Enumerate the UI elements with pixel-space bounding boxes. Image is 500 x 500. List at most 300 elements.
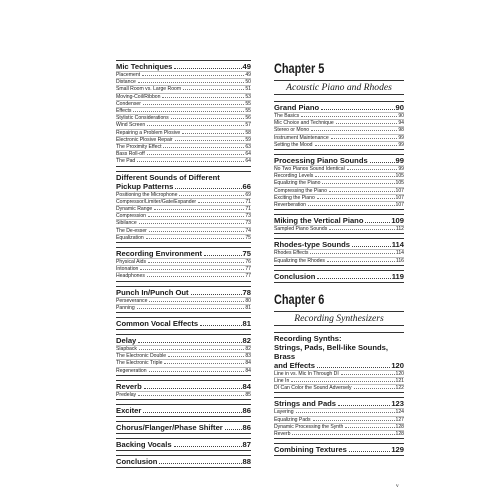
toc-entry-page: 99 (398, 141, 404, 148)
toc-entry[interactable] (116, 129, 251, 136)
toc-heading-page: 75 (242, 249, 251, 259)
chapter-6-title: Recording Synthesizers (274, 311, 404, 326)
toc-section-heading[interactable] (116, 423, 251, 432)
toc-section (116, 421, 251, 434)
toc-entry-page: 73 (245, 213, 251, 220)
toc-entry-title: Reverberation (274, 202, 306, 209)
toc-entry[interactable] (116, 219, 251, 226)
toc-entry-title: Compressor/Limiter/Gate/Expander (116, 198, 197, 205)
dot-leader (147, 154, 245, 155)
toc-entry-page: 107 (395, 194, 404, 201)
toc-section (274, 214, 404, 234)
toc-section (274, 270, 404, 283)
dot-leader (179, 195, 244, 196)
toc-entry-title: Rhodes Effects (274, 250, 309, 257)
dot-leader (313, 420, 395, 421)
dot-leader (154, 209, 244, 210)
toc-entry-page: 55 (245, 100, 251, 107)
toc-entry-title: Line in vs. Mic In Through DI (274, 370, 339, 377)
toc-entry[interactable] (274, 201, 404, 208)
toc-entry-page: 84 (245, 360, 251, 367)
toc-section (116, 438, 251, 451)
toc-heading-title: Combining Textures (274, 445, 347, 455)
toc-entry-title: Slapback (116, 346, 137, 353)
toc-section (116, 334, 251, 376)
dot-leader (349, 451, 390, 452)
toc-entry-page: 58 (245, 129, 251, 136)
toc-entry-page: 90 (398, 113, 404, 119)
toc-heading-title: Conclusion (274, 271, 316, 281)
toc-heading-title: Conclusion (116, 457, 158, 467)
toc-entry-page: 116 (395, 257, 404, 264)
toc-heading-page: 87 (242, 440, 251, 450)
dot-leader (317, 367, 390, 368)
toc-entry-title: Moving-Coil/Ribbon (116, 93, 161, 100)
toc-entry[interactable] (116, 359, 251, 366)
toc-entry-title: Electronic Plosive Repair (116, 136, 173, 143)
toc-entry-title: Wind Screen (116, 122, 146, 129)
dot-leader (341, 374, 395, 375)
toc-entry[interactable] (274, 423, 404, 430)
toc-entry-title: Headphones (116, 273, 145, 280)
toc-entry-title: Recording Levels (274, 173, 314, 180)
toc-entry-page: 51 (245, 86, 251, 93)
dot-leader (345, 427, 394, 428)
toc-entry-title: Repairing a Problem Plosive (116, 129, 181, 136)
toc-entry[interactable] (116, 258, 251, 265)
toc-entry[interactable] (116, 143, 251, 150)
dot-leader (133, 111, 244, 112)
toc-entry-title: The De-esser (116, 227, 147, 234)
toc-entry-page: 128 (395, 431, 404, 438)
toc-section-heading[interactable] (274, 156, 404, 165)
toc-entry[interactable] (116, 234, 251, 241)
toc-entry-title: Dynamic Range (116, 206, 153, 213)
toc-heading-page: 84 (242, 381, 251, 391)
toc-entry[interactable] (116, 272, 251, 279)
dot-leader (143, 104, 244, 105)
toc-entry-page: 50 (245, 79, 251, 86)
toc-column-right (274, 60, 404, 460)
toc-entry-page: 71 (245, 206, 251, 213)
toc-section-heading[interactable] (116, 382, 251, 391)
dot-leader (182, 133, 244, 134)
toc-entry-title: Positioning the Microphone (116, 191, 178, 198)
toc-entry[interactable] (274, 172, 404, 179)
toc-heading-page: 78 (242, 287, 251, 297)
toc-entry[interactable] (116, 205, 251, 212)
toc-heading-title: Strings and Pads (274, 399, 337, 409)
toc-section (274, 238, 404, 265)
toc-entry-title: The Proximity Effect (116, 144, 162, 151)
toc-entry[interactable] (274, 141, 404, 148)
toc-entry[interactable] (116, 71, 251, 78)
toc-entry-page: 114 (395, 250, 404, 257)
toc-section-heading[interactable] (116, 336, 251, 345)
toc-section-heading[interactable] (116, 288, 251, 297)
toc-entry[interactable] (116, 198, 251, 205)
toc-entry-page: 83 (245, 353, 251, 360)
toc-entry-page: 53 (245, 93, 251, 100)
toc-entry-title: Distance (116, 79, 136, 86)
dot-leader (191, 294, 242, 295)
toc-heading-line: Recording Synths: (274, 333, 342, 343)
toc-entry-title: Intonation (116, 266, 139, 273)
toc-column-left (116, 60, 251, 472)
toc-entry[interactable] (116, 114, 251, 121)
toc-entry[interactable] (274, 257, 404, 264)
dot-leader (311, 130, 397, 131)
dot-leader (137, 161, 244, 162)
dot-leader (354, 388, 395, 389)
toc-section (274, 332, 404, 394)
toc-entry-page: 77 (245, 273, 251, 280)
toc-entry-title: Physical Aids (116, 259, 147, 266)
toc-entry-page: 56 (245, 115, 251, 122)
dot-leader (148, 216, 244, 217)
toc-section-heading[interactable] (116, 457, 251, 466)
toc-heading-title: Chorus/Flanger/Phase Shifter (116, 423, 223, 433)
dot-leader (138, 395, 244, 396)
toc-entry-title: Compression (116, 213, 147, 220)
chapter-5-label: Chapter 5 (274, 60, 325, 76)
toc-entry-title: Equalization (116, 234, 144, 241)
toc-entry[interactable] (274, 165, 404, 172)
toc-heading-line: Different Sounds of Different (116, 172, 220, 182)
toc-entry[interactable] (274, 194, 404, 201)
dot-leader (138, 342, 241, 343)
dot-leader (336, 123, 398, 124)
toc-heading-page: 86 (242, 406, 251, 416)
toc-entry-title: Bass Roll-off (116, 151, 145, 158)
toc-entry[interactable] (274, 377, 404, 384)
dot-leader (140, 269, 244, 270)
toc-entry-page: 105 (395, 180, 404, 187)
toc-entry-page: 77 (245, 266, 251, 273)
toc-entry-page: 76 (245, 259, 251, 266)
dot-leader (147, 276, 244, 277)
toc-heading-page: 123 (391, 399, 404, 409)
dot-leader (183, 89, 244, 90)
toc-section (116, 286, 251, 313)
toc-entry-page: 99 (398, 134, 404, 141)
dot-leader (204, 255, 241, 256)
toc-entry-page: 94 (398, 120, 404, 127)
toc-section (274, 397, 404, 439)
toc-entry-page: 74 (245, 227, 251, 234)
toc-entry[interactable] (274, 384, 404, 391)
toc-entry-title: Compressing the Piano (274, 187, 327, 194)
dot-leader (139, 223, 245, 224)
dot-leader (163, 147, 244, 148)
dot-leader (315, 145, 398, 146)
toc-entry-title: Equalizing Pads (274, 416, 311, 423)
toc-section (116, 317, 251, 330)
toc-entry-page: 63 (245, 144, 251, 151)
toc-entry-title: Stylistic Considerations (116, 115, 169, 122)
toc-section (116, 60, 251, 167)
toc-heading-page: 82 (242, 336, 251, 346)
toc-entry[interactable] (274, 408, 404, 415)
toc-entry-title: Exciting the Piano (274, 194, 315, 201)
toc-section-heading[interactable] (274, 103, 404, 112)
toc-entry[interactable] (274, 416, 404, 423)
toc-heading-title: Miking the Vertical Piano (274, 216, 364, 226)
toc-entry[interactable] (274, 134, 404, 141)
toc-entry[interactable] (116, 304, 251, 311)
toc-entry-title: The Pad (116, 158, 136, 165)
toc-entry-title: Effects (116, 108, 132, 115)
dot-leader (149, 371, 245, 372)
toc-entry-page: 75 (245, 234, 251, 241)
toc-entry[interactable] (116, 85, 251, 92)
toc-entry-page: 57 (245, 122, 251, 129)
toc-entry-page: 69 (245, 191, 251, 198)
toc-section (274, 101, 404, 150)
dot-leader (365, 222, 390, 223)
toc-entry[interactable] (116, 121, 251, 128)
toc-entry-title: Setting the Mood (274, 141, 313, 148)
dot-leader (291, 381, 394, 382)
dot-leader (301, 116, 397, 117)
toc-entry-page: 49 (245, 72, 251, 78)
dot-leader (296, 412, 395, 413)
toc-heading-page: 81 (242, 319, 251, 329)
dot-leader (144, 388, 242, 389)
toc-heading-page: 88 (242, 457, 251, 467)
toc-entry[interactable] (274, 179, 404, 186)
toc-entry-page: 128 (395, 423, 404, 430)
dot-leader (146, 238, 245, 239)
toc-heading-title: Delay (116, 336, 137, 346)
toc-section-heading[interactable] (116, 249, 251, 258)
toc-entry[interactable] (274, 249, 404, 256)
toc-section-heading[interactable] (274, 272, 404, 281)
dot-leader (147, 125, 244, 126)
toc-heading-title: Processing Piano Sounds (274, 156, 368, 166)
toc-entry[interactable] (116, 191, 251, 198)
dot-leader (149, 301, 244, 302)
toc-entry[interactable] (116, 367, 251, 374)
dot-leader (138, 82, 245, 83)
toc-section (116, 455, 251, 468)
toc-entry-title: Reverb (274, 431, 291, 438)
toc-entry-page: 84 (245, 367, 251, 374)
toc-entry[interactable] (116, 150, 251, 157)
chapter-5-title: Acoustic Piano and Rhodes (274, 80, 404, 95)
toc-heading-title: Backing Vocals (116, 440, 172, 450)
dot-leader (329, 191, 395, 192)
toc-entry[interactable] (116, 212, 251, 219)
toc-section-heading[interactable] (116, 319, 251, 328)
toc-entry-page: 105 (395, 173, 404, 180)
dot-leader (308, 205, 395, 206)
toc-entry-title: Mic Choice and Technique (274, 120, 334, 127)
toc-section (116, 380, 251, 400)
toc-entry-title: Sibilance (116, 220, 137, 227)
toc-entry-page: 98 (398, 127, 404, 134)
toc-entry[interactable] (116, 297, 251, 304)
toc-entry[interactable] (116, 100, 251, 107)
toc-entry-page: 71 (245, 198, 251, 205)
toc-heading-page: 86 (242, 423, 251, 433)
toc-section-heading[interactable] (116, 406, 251, 415)
toc-entry-page: 120 (395, 370, 404, 377)
toc-heading-page: 109 (391, 216, 404, 226)
dot-leader (171, 118, 245, 119)
toc-entry-title: Equalizing the Piano (274, 180, 321, 187)
toc-section (274, 154, 404, 210)
toc-entry[interactable] (116, 107, 251, 114)
toc-section (116, 404, 251, 417)
dot-leader (137, 308, 245, 309)
toc-entry-page: 59 (245, 136, 251, 143)
toc-entry-page: 64 (245, 151, 251, 158)
chapter-6-sections (274, 332, 404, 456)
toc-entry-title: Dynamic Processing the Synth (274, 423, 344, 430)
toc-entry-page: 99 (398, 166, 404, 173)
toc-entry[interactable] (116, 352, 251, 359)
toc-entry-page: 85 (245, 391, 251, 398)
toc-section-heading[interactable] (274, 445, 404, 454)
toc-entry-title: Placement (116, 72, 141, 78)
toc-section-heading[interactable] (274, 399, 404, 408)
dot-leader (162, 97, 244, 98)
toc-section (274, 443, 404, 456)
toc-entry[interactable] (274, 119, 404, 126)
toc-entry[interactable] (116, 78, 251, 85)
toc-entry-page: 82 (245, 346, 251, 353)
chapter-5-sections (274, 101, 404, 283)
toc-entry-page: 55 (245, 108, 251, 115)
toc-entry-page: 127 (395, 416, 404, 423)
toc-entry[interactable] (116, 157, 251, 164)
toc-entry-page: 112 (395, 226, 404, 233)
toc-heading-page: 129 (391, 445, 404, 455)
toc-heading-title: and Effects (274, 360, 315, 370)
dot-leader (175, 188, 241, 189)
toc-section-heading[interactable] (116, 440, 251, 449)
toc-entry[interactable] (116, 265, 251, 272)
toc-entry-title: Instrument Maintenance (274, 134, 329, 141)
toc-entry[interactable] (274, 370, 404, 377)
toc-heading-page: 99 (395, 156, 404, 166)
toc-heading-page: 114 (391, 240, 404, 250)
toc-entry-title: Equalizing the Rhodes (274, 257, 325, 264)
dot-leader (329, 229, 395, 230)
toc-entry-title: Panning (116, 304, 135, 311)
dot-leader (317, 278, 390, 279)
toc-heading-page: 90 (395, 103, 404, 112)
toc-entry-page: 122 (395, 385, 404, 392)
dot-leader (142, 75, 244, 76)
dot-leader (159, 463, 241, 464)
chapter-6-label: Chapter 6 (274, 290, 325, 307)
dot-leader (317, 198, 395, 199)
dot-leader (315, 176, 394, 177)
toc-entry-page: 107 (395, 202, 404, 209)
toc-entry-title: DI Can Color the Sound Adversely (274, 385, 352, 392)
dot-leader (310, 253, 394, 254)
toc-entry[interactable] (274, 225, 404, 232)
toc-entry[interactable] (116, 136, 251, 143)
toc-entry[interactable] (274, 126, 404, 133)
dot-leader (292, 434, 394, 435)
toc-heading-title: Punch In/Punch Out (116, 287, 189, 297)
toc-entry-title: Perseverance (116, 297, 148, 304)
toc-entry[interactable] (116, 391, 251, 398)
toc-heading-page: 120 (391, 360, 404, 370)
toc-entry-page: 124 (395, 409, 404, 416)
dot-leader (148, 262, 244, 263)
dot-leader (149, 231, 244, 232)
dot-leader (139, 349, 244, 350)
toc-section (116, 247, 251, 282)
toc-heading-title: Recording Environment (116, 249, 203, 259)
toc-section (116, 171, 251, 243)
toc-heading-page: 119 (391, 271, 404, 281)
toc-entry-title: Sampled Piano Sounds (274, 226, 328, 233)
dot-leader (164, 363, 244, 364)
dot-leader (352, 246, 391, 247)
toc-heading-title: Common Vocal Effects (116, 319, 199, 329)
toc-entry-title: Stereo or Mono (274, 127, 310, 134)
dot-leader (225, 429, 242, 430)
toc-entry-title: The Basics (274, 113, 300, 119)
dot-leader (174, 446, 242, 447)
dot-leader (327, 261, 395, 262)
dot-leader (168, 356, 244, 357)
toc-section-heading[interactable] (116, 173, 251, 191)
toc-entry[interactable] (116, 93, 251, 100)
toc-entry-page: 80 (245, 297, 251, 304)
toc-entry-page: 107 (395, 187, 404, 194)
toc-entry-title: Small Room vs. Large Room (116, 86, 182, 93)
toc-heading-title: Reverb (116, 381, 142, 391)
toc-heading-page: 49 (242, 62, 251, 71)
dot-leader (322, 183, 394, 184)
dot-leader (331, 138, 398, 139)
toc-entry[interactable] (116, 345, 251, 352)
toc-entry-page: 73 (245, 220, 251, 227)
toc-entry-page: 81 (245, 304, 251, 311)
toc-entry[interactable] (274, 187, 404, 194)
dot-leader (338, 405, 390, 406)
toc-entry-title: Regeneration (116, 367, 147, 374)
dot-leader (347, 169, 398, 170)
dot-leader (174, 68, 241, 69)
toc-section-heading[interactable] (274, 240, 404, 249)
toc-entry-title: Predelay (116, 391, 137, 398)
dot-leader (198, 202, 244, 203)
dot-leader (143, 412, 241, 413)
toc-entry[interactable] (274, 112, 404, 119)
toc-heading-title: Pickup Patterns (116, 181, 174, 191)
toc-section-heading[interactable] (274, 216, 404, 225)
toc-section-heading[interactable] (116, 62, 251, 71)
dot-leader (200, 325, 241, 326)
toc-entry-title: Layering (274, 409, 294, 416)
toc-section-heading[interactable] (274, 334, 404, 370)
toc-heading-title: Mic Techniques (116, 62, 173, 71)
toc-entry-title: Condenser (116, 100, 141, 107)
toc-heading-title: Grand Piano (274, 103, 320, 112)
toc-entry[interactable] (274, 430, 404, 437)
toc-heading-line: Strings, Pads, Bell-like Sounds, Brass (274, 342, 388, 361)
toc-heading-title: Exciter (116, 406, 142, 416)
page-number: v (396, 483, 399, 489)
toc-entry[interactable] (116, 227, 251, 234)
